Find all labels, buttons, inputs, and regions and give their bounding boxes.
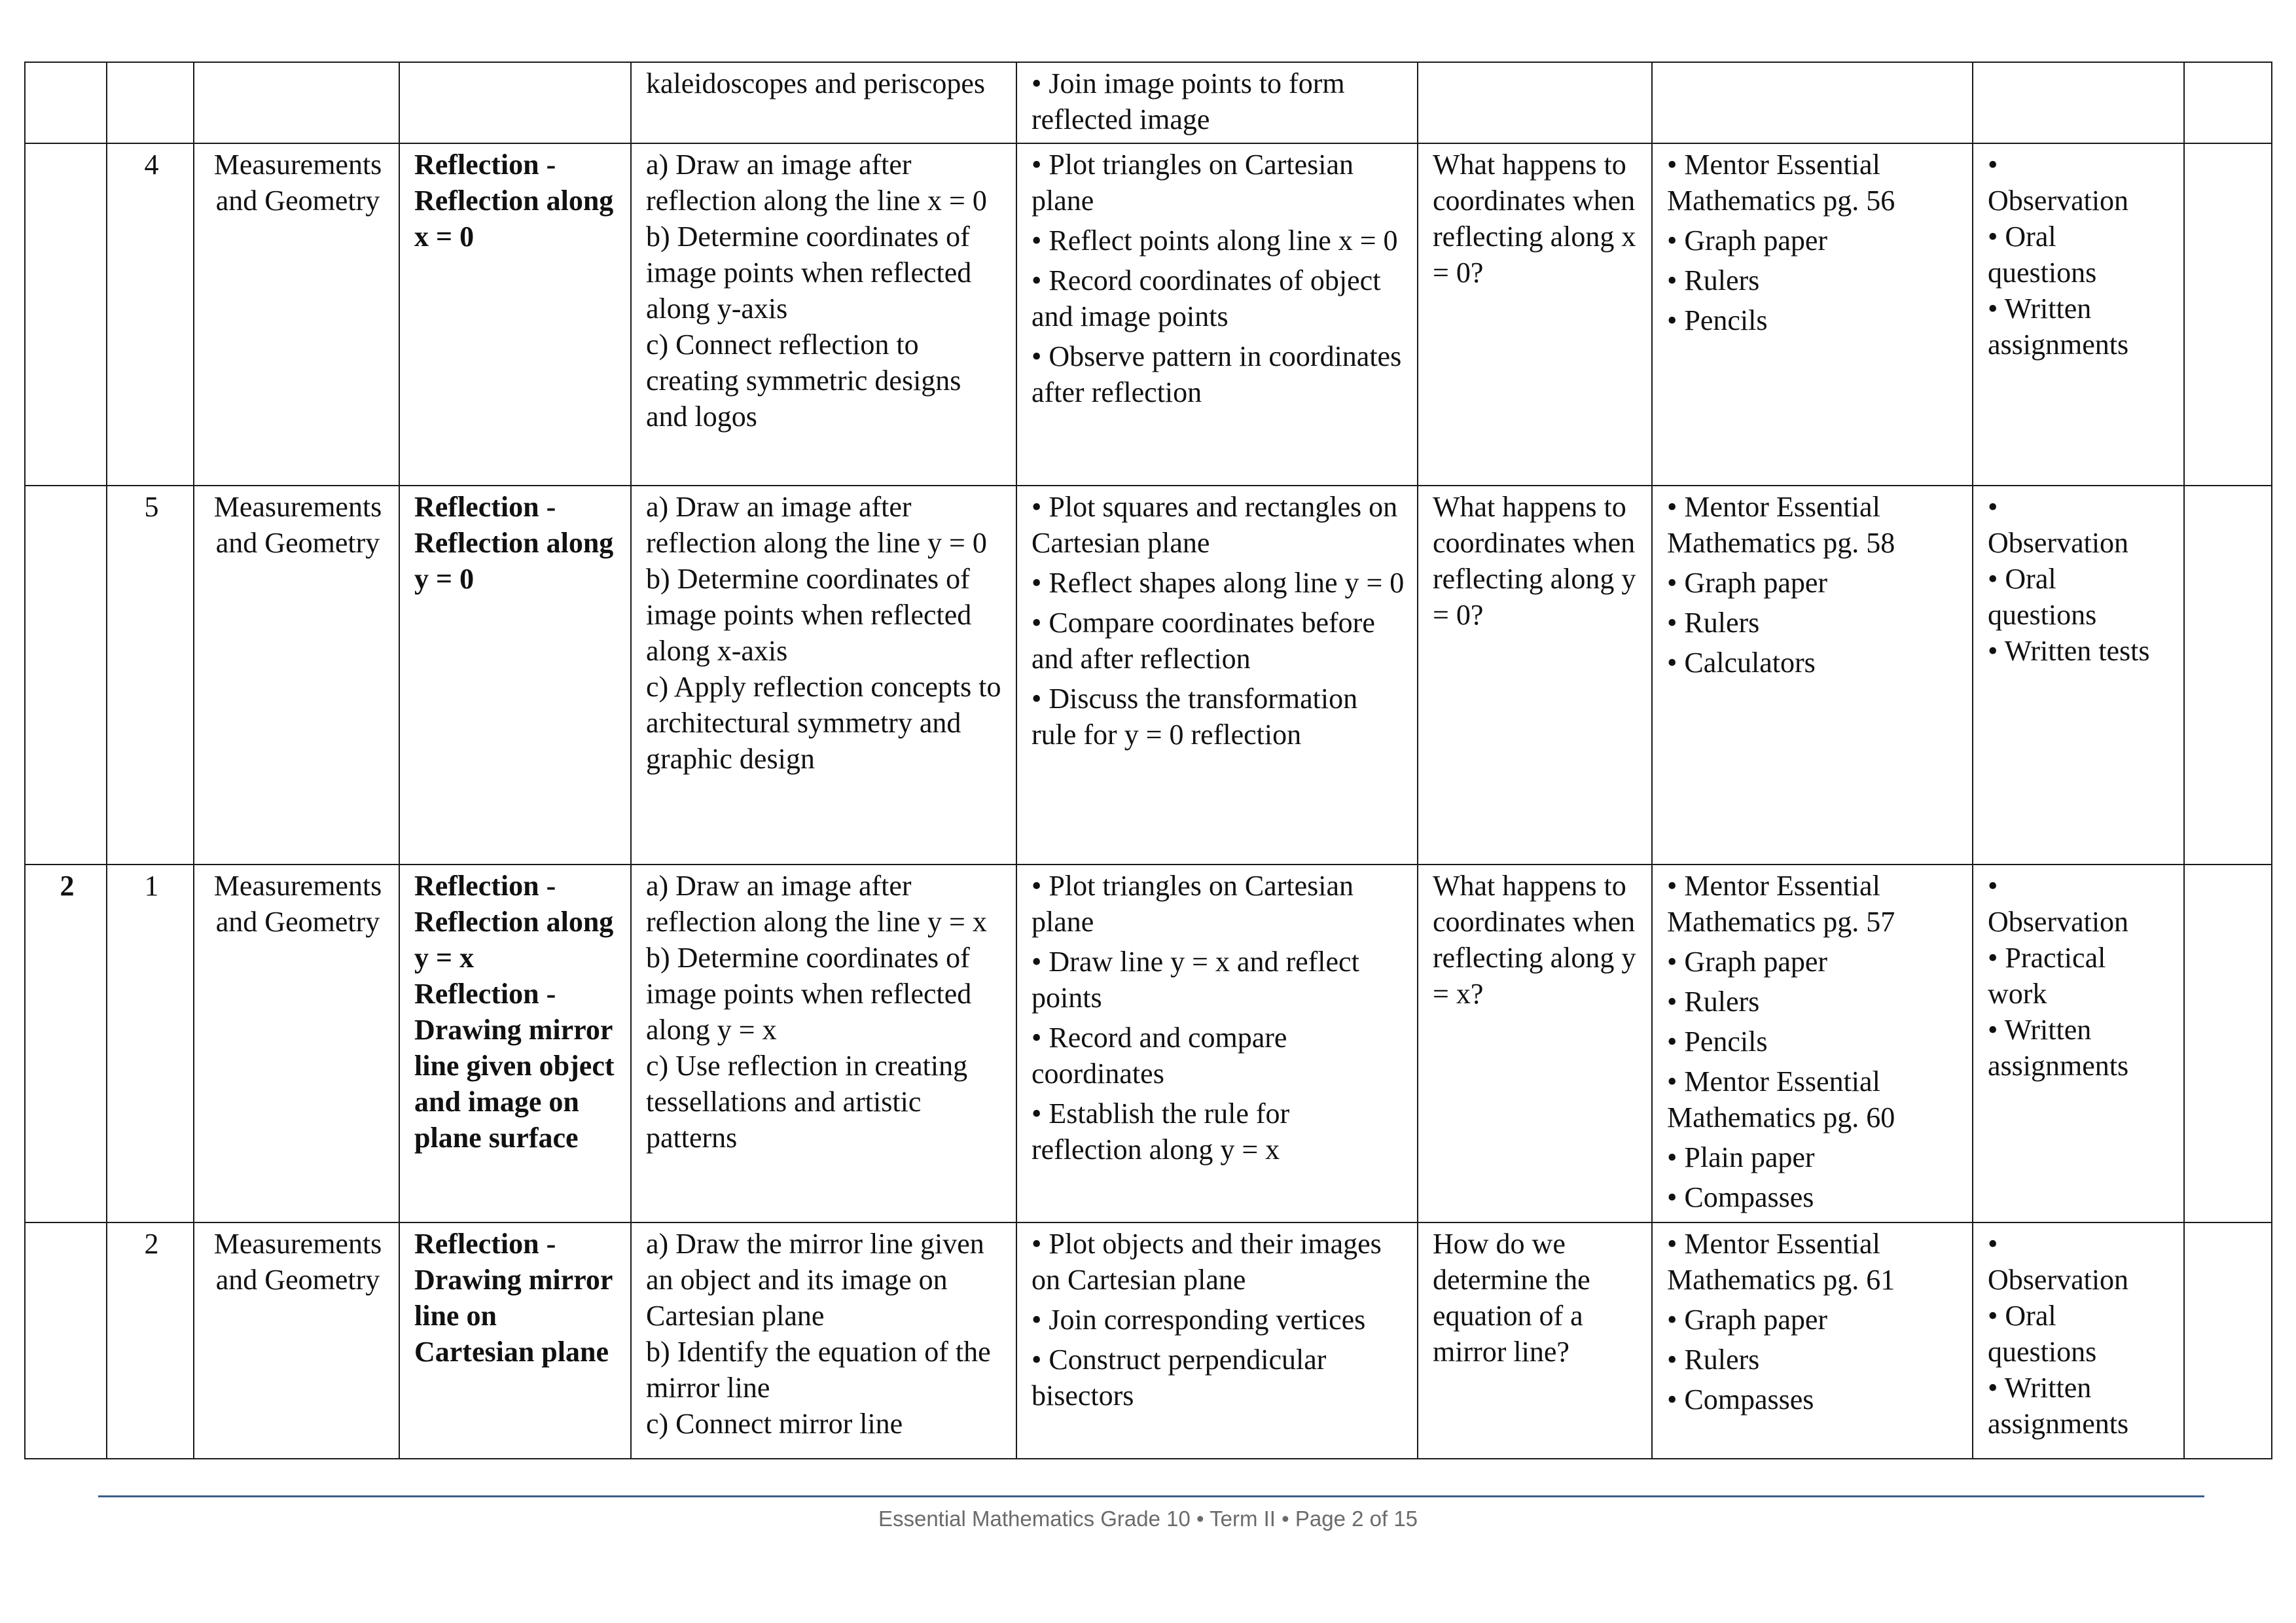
- assessment-cell: [1973, 143, 2184, 486]
- sub-strand-text: Reflection - Reflection along y = x: [414, 870, 614, 974]
- assessment-item: Observation: [1988, 1264, 2129, 1296]
- learning-experiences-cell: [1016, 1222, 1418, 1459]
- table-row: [25, 865, 2272, 1222]
- learning-experience: • Discuss the transformation rule for y = 0 reflection: [1031, 683, 1358, 751]
- sub-strand-text: Reflection - Reflection along y = 0: [414, 491, 614, 595]
- assessment-item: • Practical work: [1988, 942, 2106, 1010]
- resource-item: • Rulers: [1667, 264, 1760, 296]
- assessment-item: •: [1988, 1228, 1998, 1260]
- learning-outcome: c) Apply reflection concepts to architectural symmetry and graphic design: [646, 671, 1001, 775]
- learning-outcomes-cell: [631, 62, 1016, 143]
- lesson-cell: [107, 865, 194, 1222]
- learning-outcomes-cell: [631, 486, 1016, 865]
- learning-experience: • Record and compare coordinates: [1031, 1022, 1287, 1090]
- remarks-cell: [2184, 143, 2272, 486]
- table-row: [25, 1222, 2272, 1459]
- resource-item: • Mentor Essential Mathematics pg. 61: [1667, 1228, 1895, 1296]
- learning-experience: • Observe pattern in coordinates after reflection: [1031, 340, 1402, 408]
- resources-cell: [1652, 62, 1973, 143]
- learning-outcome: b) Determine coordinates of image points when reflected along y-axis: [646, 221, 972, 325]
- remarks-cell: [2184, 1222, 2272, 1459]
- resources-cell: [1652, 1222, 1973, 1459]
- learning-experience: • Record coordinates of object and image points: [1031, 264, 1381, 332]
- learning-outcome: c) Connect mirror line: [646, 1408, 903, 1440]
- remarks-cell: [2184, 865, 2272, 1222]
- assessment-item: • Written assignments: [1988, 1014, 2129, 1082]
- lesson-cell: [107, 62, 194, 143]
- strand-cell: [194, 1222, 399, 1459]
- assessment-cell: [1973, 1222, 2184, 1459]
- learning-experience: • Reflect points along line x = 0: [1031, 224, 1398, 257]
- lesson-number: 4: [144, 149, 159, 181]
- learning-experience: • Plot objects and their images on Cartesian plane: [1031, 1228, 1382, 1296]
- resource-item: • Calculators: [1667, 647, 1816, 679]
- assessment-item: • Written assignments: [1988, 293, 2129, 361]
- inquiry-question: How do we determine the equation of a mirror line?: [1433, 1228, 1590, 1368]
- strand-cell: [194, 62, 399, 143]
- inquiry-question-cell: [1418, 62, 1652, 143]
- resources-cell: [1652, 865, 1973, 1222]
- assessment-item: Observation: [1988, 527, 2129, 559]
- table-row: [25, 143, 2272, 486]
- resource-item: • Compasses: [1667, 1181, 1814, 1213]
- assessment-item: •: [1988, 149, 1998, 181]
- inquiry-question-cell: [1418, 486, 1652, 865]
- learning-outcomes-cell: [631, 865, 1016, 1222]
- learning-experience: • Plot triangles on Cartesian plane: [1031, 870, 1354, 938]
- learning-experience: • Establish the rule for reflection along y = x: [1031, 1097, 1290, 1166]
- resource-item: • Graph paper: [1667, 224, 1828, 257]
- footer-divider: [98, 1495, 2204, 1497]
- assessment-item: • Oral questions: [1988, 563, 2097, 631]
- table-body: [25, 62, 2272, 1459]
- learning-outcome: c) Connect reflection to creating symmetric designs and logos: [646, 329, 961, 433]
- sub-strand-cell: [399, 143, 631, 486]
- lesson-cell: [107, 143, 194, 486]
- week-cell: [25, 143, 107, 486]
- assessment-cell: [1973, 486, 2184, 865]
- learning-outcome: b) Determine coordinates of image points when reflected along y = x: [646, 942, 972, 1046]
- learning-outcome: a) Draw the mirror line given an object and its image on Cartesian plane: [646, 1228, 984, 1332]
- remarks-cell: [2184, 62, 2272, 143]
- sub-strand-text: Reflection - Drawing mirror line given object and image on plane surface: [414, 978, 615, 1154]
- table-row: [25, 486, 2272, 865]
- inquiry-question-cell: [1418, 1222, 1652, 1459]
- assessment-item: • Oral questions: [1988, 1300, 2097, 1368]
- week-number: 2: [60, 870, 75, 902]
- strand-text: Measurements and Geometry: [213, 870, 382, 938]
- learning-experience: • Reflect shapes along line y = 0: [1031, 567, 1405, 599]
- sub-strand-cell: [399, 486, 631, 865]
- learning-outcome: a) Draw an image after reflection along the line y = 0: [646, 491, 987, 559]
- learning-experience: • Join image points to form reflected image: [1031, 67, 1345, 135]
- inquiry-question-cell: [1418, 143, 1652, 486]
- assessment-item: Observation: [1988, 906, 2129, 938]
- lesson-cell: [107, 486, 194, 865]
- learning-experience: • Draw line y = x and reflect points: [1031, 946, 1359, 1014]
- learning-outcome: c) Use reflection in creating tessellations and artistic patterns: [646, 1050, 968, 1154]
- resource-item: • Rulers: [1667, 607, 1760, 639]
- lesson-number: 1: [144, 870, 159, 902]
- resource-item: • Compasses: [1667, 1383, 1814, 1416]
- assessment-item: • Oral questions: [1988, 221, 2097, 289]
- learning-outcomes-cell: [631, 1222, 1016, 1459]
- resource-item: • Mentor Essential Mathematics pg. 57: [1667, 870, 1895, 938]
- week-cell: [25, 865, 107, 1222]
- resource-item: • Mentor Essential Mathematics pg. 56: [1667, 149, 1895, 217]
- lesson-number: 5: [144, 491, 159, 523]
- week-cell: [25, 486, 107, 865]
- week-cell: [25, 1222, 107, 1459]
- resource-item: • Rulers: [1667, 1344, 1760, 1376]
- remarks-cell: [2184, 486, 2272, 865]
- learning-experience: • Compare coordinates before and after reflection: [1031, 607, 1375, 675]
- learning-outcome: a) Draw an image after reflection along the line y = x: [646, 870, 987, 938]
- page-footer: Essential Mathematics Grade 10 • Term II • Page 2 of 15: [878, 1507, 1418, 1531]
- assessment-cell: [1973, 865, 2184, 1222]
- resource-item: • Mentor Essential Mathematics pg. 60: [1667, 1065, 1895, 1133]
- table-row: [25, 62, 2272, 143]
- strand-text: Measurements and Geometry: [213, 149, 382, 217]
- resource-item: • Pencils: [1667, 1026, 1768, 1058]
- strand-cell: [194, 486, 399, 865]
- sub-strand-cell: [399, 62, 631, 143]
- learning-outcome: b) Determine coordinates of image points when reflected along x-axis: [646, 563, 972, 667]
- sub-strand-text: Reflection - Drawing mirror line on Cartesian plane: [414, 1228, 613, 1368]
- sub-strand-cell: [399, 865, 631, 1222]
- scheme-of-work-table: [24, 62, 2272, 1459]
- assessment-item: •: [1988, 491, 1998, 523]
- strand-cell: [194, 143, 399, 486]
- learning-experience: • Plot squares and rectangles on Cartesian plane: [1031, 491, 1398, 559]
- resources-cell: [1652, 486, 1973, 865]
- learning-outcome: a) Draw an image after reflection along the line x = 0: [646, 149, 987, 217]
- assessment-item: Observation: [1988, 185, 2129, 217]
- learning-experiences-cell: [1016, 486, 1418, 865]
- learning-experience: • Join corresponding vertices: [1031, 1304, 1366, 1336]
- learning-outcome: b) Identify the equation of the mirror line: [646, 1336, 991, 1404]
- assessment-item: •: [1988, 870, 1998, 902]
- strand-text: Measurements and Geometry: [213, 1228, 382, 1296]
- learning-outcomes-cell: [631, 143, 1016, 486]
- assessment-cell: [1973, 62, 2184, 143]
- resource-item: • Plain paper: [1667, 1141, 1815, 1173]
- strand-cell: [194, 865, 399, 1222]
- resource-item: • Rulers: [1667, 986, 1760, 1018]
- learning-experiences-cell: [1016, 62, 1418, 143]
- resource-item: • Graph paper: [1667, 946, 1828, 978]
- learning-experience: • Construct perpendicular bisectors: [1031, 1344, 1327, 1412]
- learning-experience: • Plot triangles on Cartesian plane: [1031, 149, 1354, 217]
- lesson-number: 2: [144, 1228, 159, 1260]
- inquiry-question-cell: [1418, 865, 1652, 1222]
- week-cell: [25, 62, 107, 143]
- resource-item: • Pencils: [1667, 304, 1768, 336]
- resource-item: • Graph paper: [1667, 1304, 1828, 1336]
- sub-strand-cell: [399, 1222, 631, 1459]
- inquiry-question: What happens to coordinates when reflecting along y = x?: [1433, 870, 1636, 1010]
- resource-item: • Graph paper: [1667, 567, 1828, 599]
- inquiry-question: What happens to coordinates when reflecting along x = 0?: [1433, 149, 1636, 289]
- resource-item: • Mentor Essential Mathematics pg. 58: [1667, 491, 1895, 559]
- lesson-cell: [107, 1222, 194, 1459]
- strand-text: Measurements and Geometry: [213, 491, 382, 559]
- assessment-item: • Written assignments: [1988, 1372, 2129, 1440]
- assessment-item: • Written tests: [1988, 635, 2150, 667]
- inquiry-question: What happens to coordinates when reflecting along y = 0?: [1433, 491, 1636, 631]
- learning-experiences-cell: [1016, 143, 1418, 486]
- learning-outcome: kaleidoscopes and periscopes: [646, 67, 986, 99]
- resources-cell: [1652, 143, 1973, 486]
- sub-strand-text: Reflection - Reflection along x = 0: [414, 149, 614, 253]
- learning-experiences-cell: [1016, 865, 1418, 1222]
